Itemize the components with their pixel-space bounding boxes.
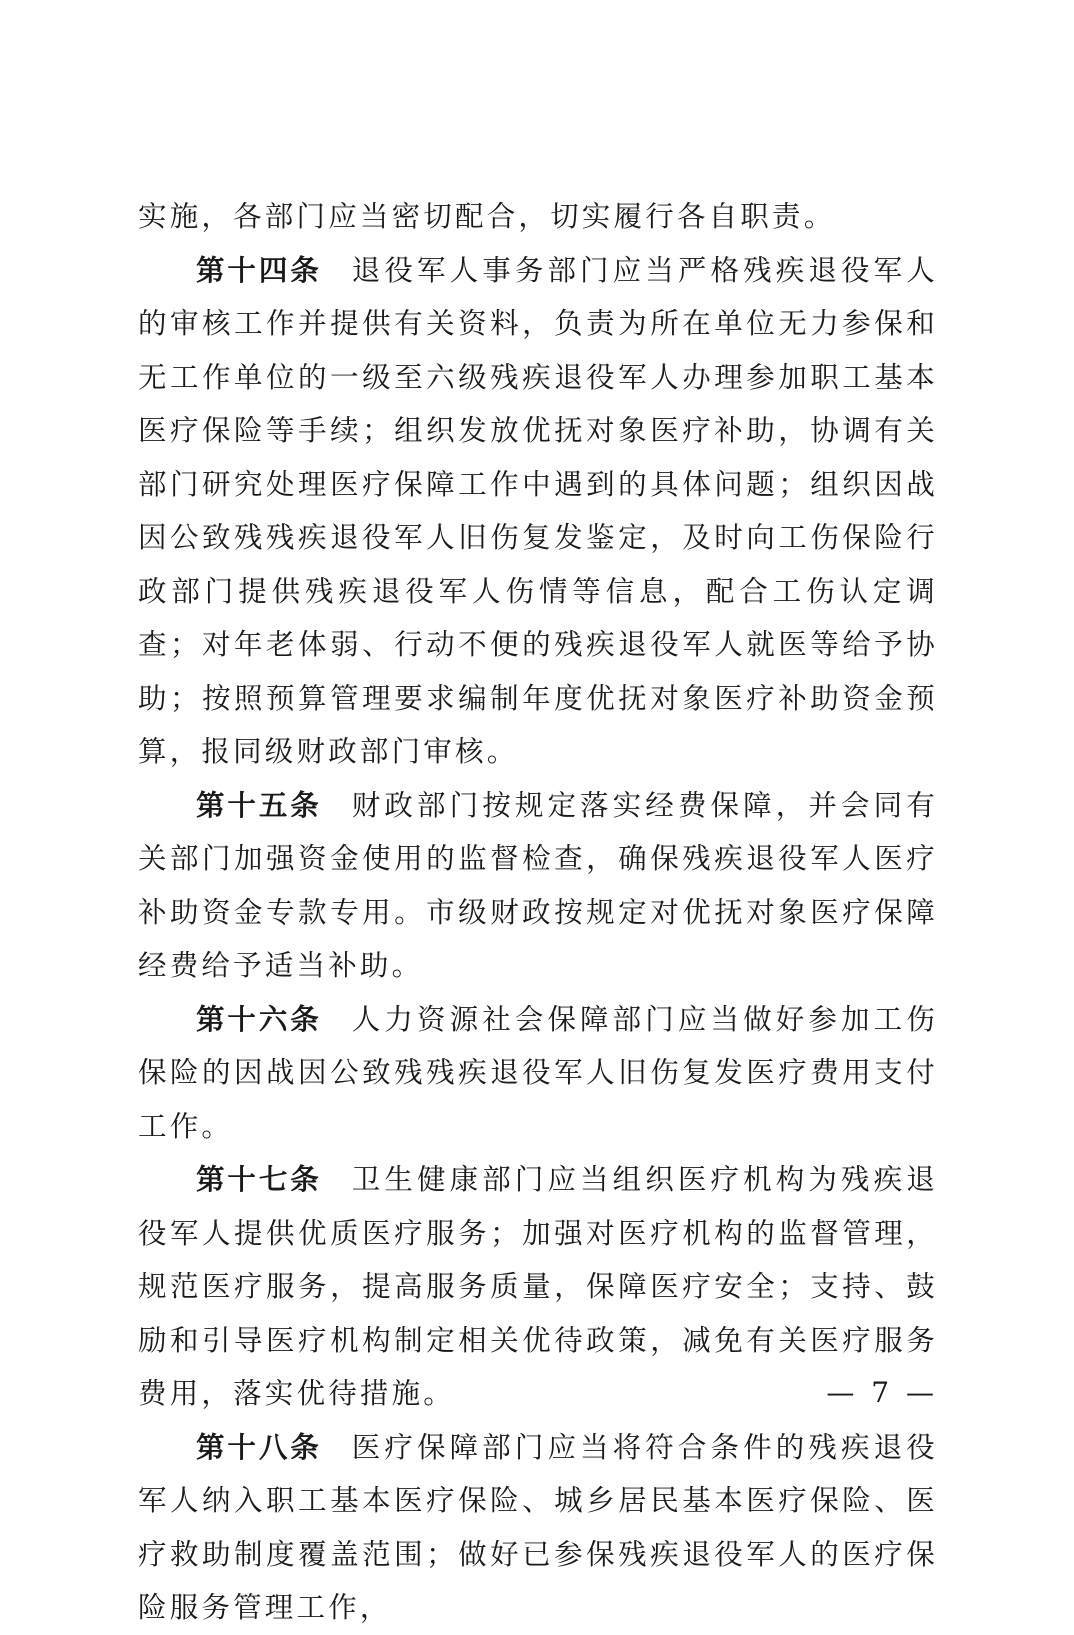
article-text: 财政部门按规定落实经费保障，并会同有关部门加强资金使用的监督检查，确保残疾退役军人医疗补助资金专款专用。市级财政按规定对优抚对象医疗保障经费给予适当补助。 xyxy=(138,788,938,982)
article-16 xyxy=(138,993,938,1154)
article-heading: 第十六条 xyxy=(196,1002,322,1036)
article-15 xyxy=(138,779,938,993)
article-heading: 第十八条 xyxy=(196,1430,322,1464)
article-text: 退役军人事务部门应当严格残疾退役军人的审核工作并提供有关资料，负责为所在单位无力参保和无工作单位的一级至六级残疾退役军人办理参加职工基本医疗保险等手续；组织发放优抚对象医疗补助，协调有关部门研究处理医疗保障工作中遇到的具体问题；组织因战因公致残残疾退役军人旧伤复发鉴定，及时向工伤保险行政部门提供残疾退役军人伤情等信息，配合工伤认定调查；对年老体弱、行动不便的残疾退役军人就医等给予协助；按照预算管理要求编制年度优抚对象医疗补助资金预算，报同级财政部门审核。 xyxy=(138,253,938,768)
article-text: 人力资源社会保障部门应当做好参加工伤保险的因战因公致残残疾退役军人旧伤复发医疗费用支付工作。 xyxy=(138,1002,938,1143)
article-14 xyxy=(138,244,938,779)
article-text: 卫生健康部门应当组织医疗机构为残疾退役军人提供优质医疗服务；加强对医疗机构的监督管理，规范医疗服务，提高服务质量，保障医疗安全；支持、鼓励和引导医疗机构制定相关优待政策，减免有关医疗服务费用，落实优待措施。 xyxy=(138,1163,938,1410)
article-heading: 第十五条 xyxy=(196,788,322,822)
article-18 xyxy=(138,1421,938,1635)
article-heading: 第十四条 xyxy=(196,253,322,287)
document-body xyxy=(138,190,938,1635)
article-heading: 第十七条 xyxy=(196,1163,322,1196)
page-number: — 7 — xyxy=(826,1376,938,1409)
intro-paragraph xyxy=(138,190,938,244)
article-17 xyxy=(138,1153,938,1421)
article-text: 医疗保障部门应当将符合条件的残疾退役军人纳入职工基本医疗保险、城乡居民基本医疗保险、医疗救助制度覆盖范围；做好已参保残疾退役军人的医疗保险服务管理工作， xyxy=(138,1430,938,1624)
intro-text: 实施，各部门应当密切配合，切实履行各自职责。 xyxy=(138,200,836,233)
